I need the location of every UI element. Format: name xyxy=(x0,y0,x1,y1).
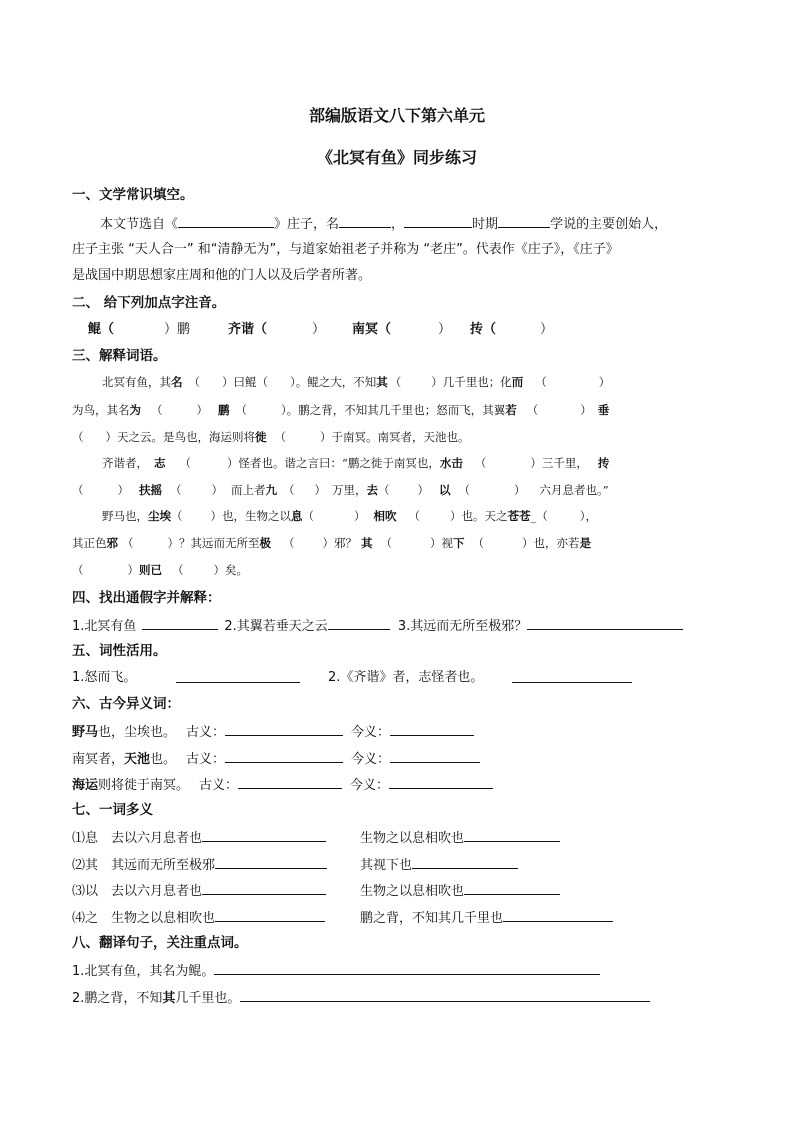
section-1-heading: 一、文学常识填空。 xyxy=(72,187,194,203)
text: 其视下也 xyxy=(360,858,413,873)
text: 抟（ xyxy=(470,322,497,337)
translate-item-2 xyxy=(72,989,650,1007)
answer-blank[interactable] xyxy=(339,215,391,228)
text: （ xyxy=(283,536,295,550)
text: 南冥者， xyxy=(72,752,125,767)
passage-line-8 xyxy=(72,562,248,578)
text: ）邪？ xyxy=(322,536,357,550)
text: （ xyxy=(302,509,314,523)
polysemy-item xyxy=(72,909,325,927)
text: ）？其远而无所至 xyxy=(167,536,260,550)
answer-blank[interactable] xyxy=(238,776,342,789)
text: ）。鲲之大，不知 xyxy=(290,375,377,389)
text: 齐谐（ xyxy=(228,322,268,337)
keyword: 尘埃 xyxy=(148,509,171,523)
text: ） xyxy=(417,483,429,497)
text: 古义： xyxy=(186,725,226,740)
answer-blank[interactable] xyxy=(390,723,474,736)
section-8-heading: 八、翻译句子，关注重点词。 xyxy=(72,935,248,951)
text: 今义： xyxy=(351,752,391,767)
passage-line-6 xyxy=(102,508,597,524)
text: 万里， xyxy=(332,483,367,497)
text: 则将徙于南冥。 xyxy=(98,778,190,793)
text: 也，尘埃也。 xyxy=(98,725,177,740)
text: 今义： xyxy=(350,778,390,793)
question: 3.其远而无所至极邪？ xyxy=(397,619,528,634)
text: （ xyxy=(72,430,84,444)
text: ） xyxy=(127,563,139,577)
answer-blank[interactable] xyxy=(225,750,343,763)
polysemy-item xyxy=(360,829,560,847)
answer-blank[interactable] xyxy=(215,909,325,922)
text: ）也，亦若 xyxy=(522,536,580,550)
text: 2.鹏之背，不知 xyxy=(72,991,163,1006)
keyword: 相吹 xyxy=(373,509,397,523)
section-2-heading: 二、 给下列加点字注音。 xyxy=(72,295,226,311)
answer-blank[interactable] xyxy=(225,723,343,736)
text: 时期 xyxy=(472,217,499,232)
answer-blank[interactable] xyxy=(512,670,632,688)
text: ⑴息 去以六月息者也 xyxy=(72,831,203,846)
text: 野马也， xyxy=(102,509,148,523)
text: ） xyxy=(314,483,326,497)
keyword: 其 xyxy=(376,375,388,389)
keyword: 为 xyxy=(129,403,141,417)
passage-line-7 xyxy=(72,535,591,551)
pinyin-item xyxy=(352,322,391,338)
keyword: 是 xyxy=(579,536,591,550)
text: ）视 xyxy=(430,536,453,550)
text: ）也，生物之以 xyxy=(210,509,291,523)
passage-line-4 xyxy=(102,455,609,471)
text: ）曰鲲（ xyxy=(222,375,268,389)
answer-blank[interactable] xyxy=(142,617,218,630)
polysemy-item xyxy=(360,856,518,874)
text: ）。鹏之背，不知其几千里也；怒而飞，其翼 xyxy=(281,403,506,417)
text: 六月息者也。” xyxy=(539,483,609,497)
passage-line-3 xyxy=(72,429,470,445)
text: ）也。天之 xyxy=(450,509,508,523)
text: 鹏之背，不知其几千里也 xyxy=(360,911,504,926)
text: （ xyxy=(408,509,420,523)
keyword: 水击 xyxy=(439,456,463,470)
text: ）于南冥。南冥者，天池也。 xyxy=(320,430,470,444)
text: 学说的主要创始人， xyxy=(550,217,668,232)
answer-blank[interactable] xyxy=(202,882,326,895)
keyword: 野马 xyxy=(72,725,99,740)
keyword: 扶摇 xyxy=(139,483,162,497)
text: （ xyxy=(283,483,295,497)
text: ） xyxy=(211,483,223,497)
text: 为鸟，其名 xyxy=(72,403,130,417)
answer-blank[interactable] xyxy=(240,989,650,1002)
keyword: 以 xyxy=(439,483,451,497)
text: ） xyxy=(598,375,611,389)
answer-blank[interactable] xyxy=(498,215,550,228)
section-5-item-2: 2.《齐谐》者，志怪者也。 xyxy=(328,670,484,685)
text: ⑵其 其远而无所至极邪 xyxy=(72,858,216,873)
answer-blank[interactable] xyxy=(464,882,560,895)
text: ， xyxy=(391,217,405,232)
text: 1.北冥有鱼，其名为鲲。 xyxy=(72,964,215,979)
text: 今义： xyxy=(351,725,391,740)
text: （ xyxy=(188,375,200,389)
page-title: 部编版语文八下第六单元 xyxy=(308,106,485,125)
pinyin-item xyxy=(88,322,114,338)
passage-line-1 xyxy=(102,374,610,390)
text: 本文节选自《 xyxy=(100,217,179,232)
text: ⑷之 生物之以息相吹也 xyxy=(72,911,216,926)
text: ） xyxy=(117,483,129,497)
passage-line-5 xyxy=(72,482,609,498)
text: ）怪者也。谐之言曰：“鹏之徙于南冥也， xyxy=(227,456,440,470)
keyword: 九 xyxy=(265,483,277,497)
keyword: 志 xyxy=(154,456,166,470)
text: 》庄子，名 xyxy=(274,217,340,232)
text: 古义： xyxy=(186,752,226,767)
text: （ xyxy=(380,536,392,550)
keyword: 鹏 xyxy=(218,403,230,417)
text: （ xyxy=(474,456,487,470)
text: 古义： xyxy=(199,778,239,793)
text: ） xyxy=(580,403,592,417)
pinyin-item: ）鹏 xyxy=(164,322,191,337)
polysemy-item xyxy=(72,882,326,900)
text: （ xyxy=(72,563,84,577)
text: （ xyxy=(458,483,470,497)
section-4-line xyxy=(72,617,683,635)
keyword: 则已 xyxy=(139,563,162,577)
section-3-heading: 三、解释词语。 xyxy=(72,348,167,364)
section-7-heading: 七、一词多义 xyxy=(72,802,153,818)
passage-line-2 xyxy=(72,402,609,418)
text: ）三千里， xyxy=(530,456,588,470)
keyword: 垂 xyxy=(597,403,610,417)
keyword: 若 xyxy=(505,403,517,417)
text: （ xyxy=(378,483,390,497)
answer-blank[interactable] xyxy=(404,215,472,228)
pinyin-item xyxy=(470,322,496,338)
page-subtitle: 《北冥有鱼》同步练习 xyxy=(316,148,477,167)
text: 鲲（ xyxy=(88,322,115,337)
pinyin-item: ） xyxy=(540,322,554,337)
answer-blank[interactable] xyxy=(527,617,683,630)
antonym-row xyxy=(72,723,474,741)
keyword: 而 xyxy=(511,375,524,389)
antonym-row xyxy=(72,750,480,768)
text: 北冥有鱼，其 xyxy=(102,375,171,389)
keyword: 海运 xyxy=(72,778,99,793)
text: （ xyxy=(72,483,84,497)
text: ）矣。 xyxy=(213,563,248,577)
text: 生物之以息相吹也 xyxy=(360,831,465,846)
keyword: 极 xyxy=(259,536,271,550)
text: ） xyxy=(196,403,208,417)
text: （ xyxy=(122,536,134,550)
keyword: 下 xyxy=(453,536,465,550)
text: （ xyxy=(274,430,286,444)
text: （ xyxy=(151,403,163,417)
answer-blank[interactable] xyxy=(215,856,327,869)
text: 生物之以息相吹也 xyxy=(360,884,465,899)
text: （ xyxy=(179,456,191,470)
text: 齐谐者， xyxy=(102,456,148,470)
pinyin-item xyxy=(228,322,267,338)
section-6-heading: 六、古今异义词： xyxy=(72,696,180,712)
text: ⑶以 去以六月息者也 xyxy=(72,884,203,899)
keyword: 邪 xyxy=(106,536,118,550)
answer-blank[interactable] xyxy=(503,909,613,922)
polysemy-item xyxy=(72,856,327,874)
answer-blank[interactable] xyxy=(214,962,600,975)
keyword: 天池 xyxy=(124,752,151,767)
text: ）几千里也；化 xyxy=(431,375,512,389)
answer-blank[interactable] xyxy=(464,829,560,842)
section-5-item-1: 1.怒而飞。 xyxy=(72,670,137,685)
text: （ xyxy=(171,509,183,523)
keyword: 抟 xyxy=(597,456,610,470)
keyword: 其 xyxy=(361,536,373,550)
text: （ xyxy=(170,483,182,497)
answer-blank[interactable] xyxy=(178,215,274,228)
text: 其正色 xyxy=(72,536,107,550)
polysemy-item xyxy=(360,882,560,900)
text: 也。 xyxy=(150,752,177,767)
section-1-line-1 xyxy=(100,215,667,233)
keyword: 徙 xyxy=(255,430,267,444)
section-5-heading: 五、词性活用。 xyxy=(72,643,167,659)
pinyin-item: ） xyxy=(312,322,326,337)
text: ） xyxy=(514,483,526,497)
answer-blank[interactable] xyxy=(390,750,480,763)
text: 而上者 xyxy=(231,483,266,497)
answer-blank[interactable] xyxy=(328,617,390,630)
text: （ xyxy=(235,403,247,417)
answer-blank[interactable] xyxy=(202,829,326,842)
keyword: 其 xyxy=(162,991,176,1006)
answer-blank[interactable] xyxy=(389,776,493,789)
keyword: 息 xyxy=(291,509,303,523)
keyword: 去 xyxy=(366,483,378,497)
text: （ xyxy=(526,403,539,417)
answer-blank[interactable] xyxy=(176,670,300,688)
text: ）天之云。是鸟也，海运则将 xyxy=(105,430,255,444)
text: 几千里也。 xyxy=(175,991,241,1006)
polysemy-item xyxy=(360,909,613,927)
text: 南冥（ xyxy=(352,322,392,337)
antonym-row xyxy=(72,776,493,794)
text: （ xyxy=(535,375,547,389)
section-1-line-2: 庄子主张 “天人合一” 和“清静无为”，与道家始祖老子并称为 “老庄”。代表作《庄子》，《庄子》 xyxy=(72,242,619,257)
section-1-line-3: 是战国中期思想家庄周和他的门人以及后学者所著。 xyxy=(72,268,372,283)
translate-item-1 xyxy=(72,962,600,980)
answer-blank[interactable] xyxy=(412,856,518,869)
section-4-heading: 四、找出通假字并解释： xyxy=(72,590,221,606)
text: （ xyxy=(172,563,184,577)
text: ） xyxy=(354,509,366,523)
pinyin-item: ） xyxy=(438,322,452,337)
text: _（ xyxy=(530,509,548,523)
keyword: 苍苍 xyxy=(507,509,531,523)
text: （ xyxy=(389,375,402,389)
question: 2.其翼若垂天之云 xyxy=(224,619,328,634)
text: ）， xyxy=(579,509,597,523)
question: 1.北冥有鱼 xyxy=(72,619,137,634)
keyword: 名 xyxy=(171,375,183,389)
polysemy-item xyxy=(72,829,326,847)
text: （ xyxy=(472,536,484,550)
